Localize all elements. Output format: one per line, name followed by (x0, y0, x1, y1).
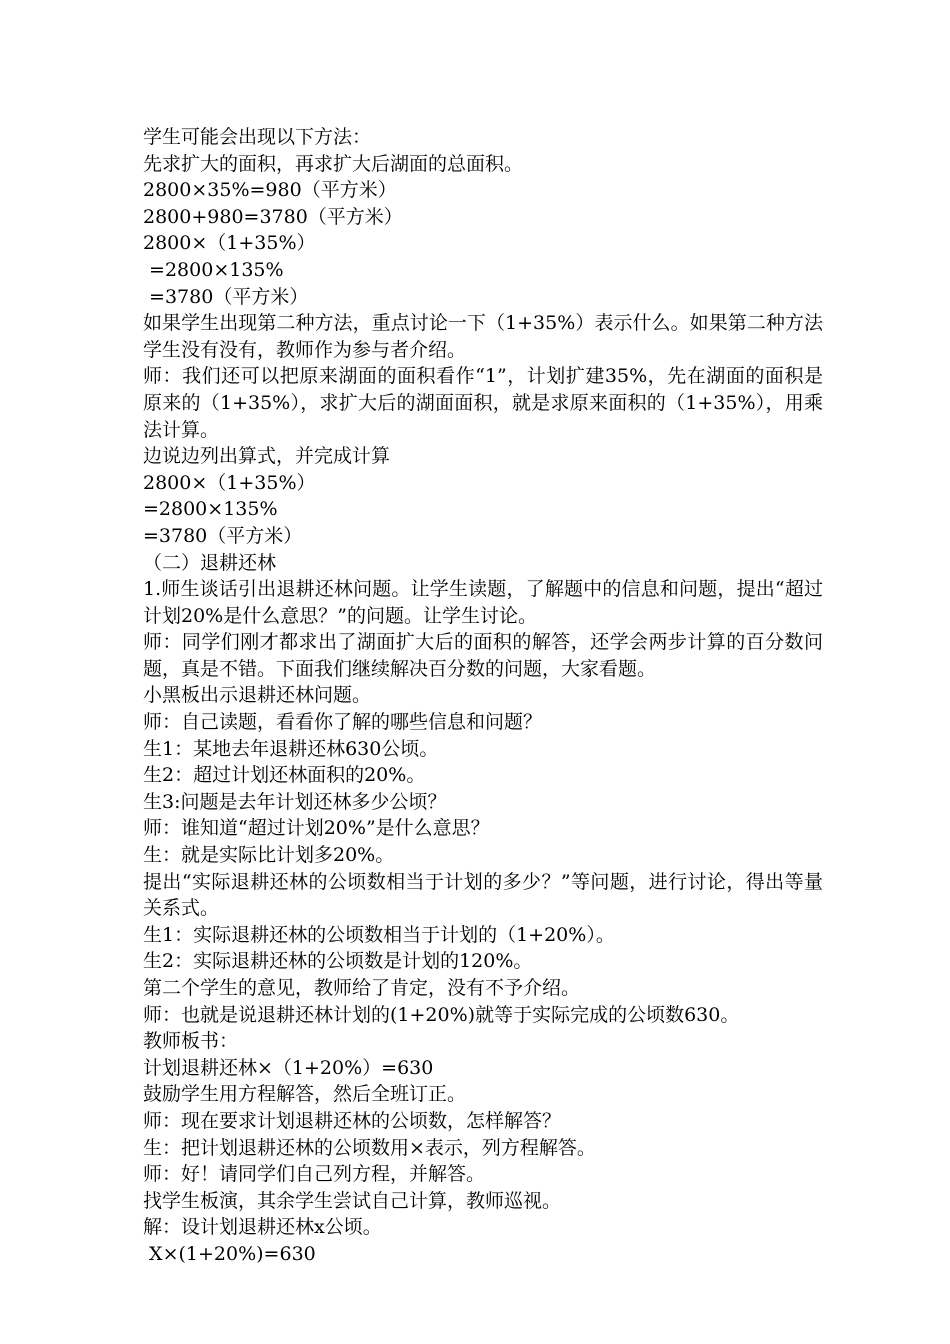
text-line: 边说边列出算式，并完成计算 (143, 445, 391, 468)
text-line: 师：现在要求计划退耕还林的公顷数，怎样解答？ (143, 1109, 562, 1132)
text-line: 师：谁知道“超过计划20%”是什么意思？ (143, 817, 490, 840)
text-paragraph: 师：我们还可以把原来湖面的面积看作“1”，计划扩建35%，先在湖面的面积是原来的（1+35%），求扩大后的湖面面积，就是求原来面积的（1+35%），用乘法计算。 (143, 365, 823, 441)
text-paragraph: 师：也就是说退耕还林计划的(1+20%)就等于实际完成的公顷数630。 (143, 1003, 740, 1026)
section-heading: （二）退耕还林 (143, 551, 277, 574)
text-paragraph: 提出“实际退耕还林的公顷数相当于计划的多少？”等问题，进行讨论，得出等量关系式。 (143, 870, 823, 920)
text-line: 2800+980=3780（平方米） (143, 205, 403, 228)
text-line: 教师板书： (143, 1030, 239, 1053)
text-paragraph: 1.师生谈话引出退耕还林问题。让学生读题，了解题中的信息和问题，提出“超过计划20%是什么意思？”的问题。让学生讨论。 (143, 578, 823, 627)
text-line: 师：好！请同学们自己列方程，并解答。 (143, 1163, 486, 1186)
text-line: 生2：实际退耕还林的公顷数是计划的120%。 (143, 950, 533, 973)
text-line: 生：就是实际比计划多20%。 (143, 844, 395, 867)
text-line: =3780（平方米） (143, 285, 309, 308)
text-line: =3780（平方米） (143, 524, 303, 547)
text-line: 解：设计划退耕还林x公顷。 (143, 1216, 382, 1239)
document-body (143, 124, 823, 1268)
text-line: 鼓励学生用方程解答，然后全班订正。 (143, 1083, 467, 1106)
text-line: 2800×（1+35%） (143, 471, 316, 494)
text-line: 生3:问题是去年计划还林多少公顷？ (143, 790, 447, 813)
text-paragraph: 师：同学们刚才都求出了湖面扩大后的面积的解答，还学会两步计算的百分数问题，真是不错。下面我们继续解决百分数的问题，大家看题。 (143, 631, 823, 680)
text-line: =2800×135% (143, 258, 284, 281)
text-line: 生1：某地去年退耕还林630公顷。 (143, 737, 439, 760)
text-line: 师：自己读题，看看你了解的哪些信息和问题？ (143, 711, 543, 734)
text-line: 2800×（1+35%） (143, 232, 316, 255)
text-line: 生2：超过计划还林面积的20%。 (143, 764, 426, 787)
text-paragraph: 如果学生出现第二种方法，重点讨论一下（1+35%）表示什么。如果第二种方法学生没有没有，教师作为参与者介绍。 (143, 312, 823, 361)
text-line: 计划退耕还林×（1+20%）=630 (143, 1056, 434, 1079)
text-line: 找学生板演，其余学生尝试自己计算，教师巡视。 (143, 1189, 562, 1212)
text-line: 小黑板出示退耕还林问题。 (143, 684, 372, 707)
text-line: =2800×135% (143, 498, 278, 521)
text-line: 先求扩大的面积，再求扩大后湖面的总面积。 (143, 152, 524, 175)
text-line: 学生可能会出现以下方法： (143, 126, 372, 148)
text-line: 第二个学生的意见，教师给了肯定，没有不予介绍。 (143, 977, 581, 999)
text-line: X×(1+20%)=630 (143, 1242, 316, 1265)
text-line: 2800×35%=980（平方米） (143, 179, 397, 202)
text-line: 生：把计划退耕还林的公顷数用×表示，列方程解答。 (143, 1136, 596, 1159)
text-line: 生1：实际退耕还林的公顷数相当于计划的（1+20%）。 (143, 923, 615, 946)
